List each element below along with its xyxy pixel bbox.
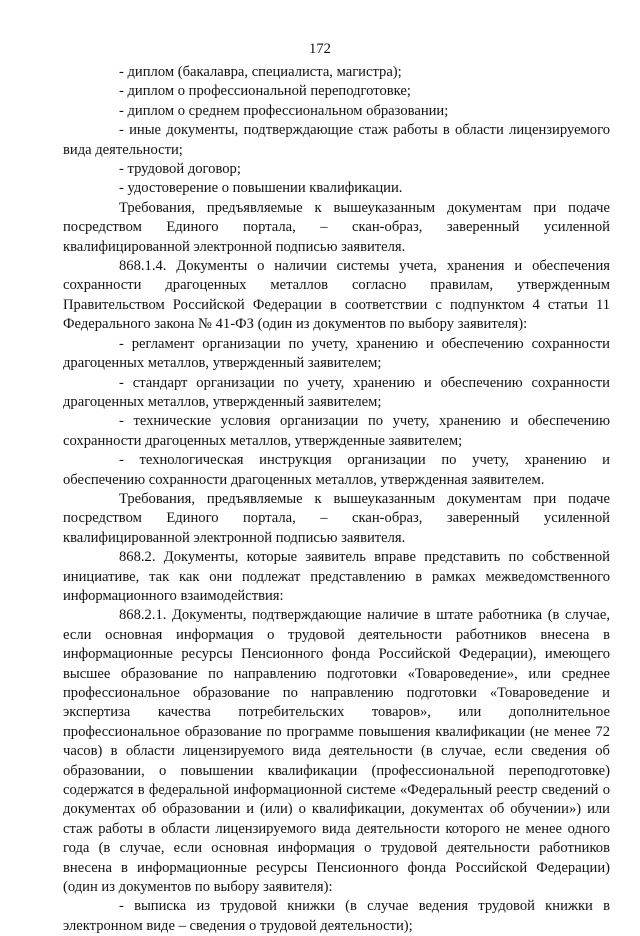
paragraph: Требования, предъявляемые к вышеуказанным документам при подаче посредством Единого портала, – скан-образ, заверенный усиленной квалифицированной электронной подписью заявителя. <box>63 490 610 546</box>
list-item: - иные документы, подтверждающие стаж работы в области лицензируемого вида деятельности; <box>63 122 610 158</box>
list-item: - диплом (бакалавра, специалиста, магистра); <box>119 64 402 80</box>
list-item: - технические условия организации по учету, хранению и обеспечению сохранности драгоценных металлов, утвержденные заявителем; <box>63 413 610 449</box>
list-item: - технологическая инструкция организации по учету, хранению и обеспечению сохранности драгоценных металлов, утвержденная заявителем. <box>63 452 610 488</box>
list-item: - диплом о профессиональной переподготовке; <box>119 83 411 100</box>
section-paragraph: 868.1.4. Документы о наличии системы учета, хранения и обеспечения сохранности драгоценных металлов согласно правилам, утвержденным Правительством Российской Федерации в соответствии с подпунктом 4 статьи 11 Федерального закона № 41-ФЗ (один из документов по выбору заявителя): <box>63 258 610 333</box>
paragraph: Требования, предъявляемые к вышеуказанным документам при подаче посредством Единого портала, – скан-образ, заверенный усиленной квалифицированной электронной подписью заявителя. <box>63 199 610 255</box>
list-item: - диплом о среднем профессиональном образовании; <box>119 102 449 119</box>
section-paragraph: 868.2.1. Документы, подтверждающие наличие в штате работника (в случае, если основная информация о трудовой деятельности работников внесена в информационные ресурсы Пенсионного фонда Российской Федерации), имеющего высшее образование по направлению подготовки «Товароведение», или среднее профессиональное образование по направлению подготовки «Товароведение и экспертиза качества потребительских товаров», или дополнительное профессиональное образование по программе повышения квалификации (не менее 72 часов) в области лицензируемого вида деятельности (в случае, если сведения об образовании, о повышении квалификации (профессиональной переподготовке) содержатся в федеральной информационной системе «Федеральный реестр сведений о документах об образовании и (или) о квалификации, документах об обучении») или стаж работы в области лицензируемого вида деятельности которого не менее одного года (в случае, если основная информация о трудовой деятельности работников внесена в информационные ресурсы Пенсионного фонда Российской Федерации) (один из документов по выбору заявителя): <box>63 607 610 896</box>
list-item: - удостоверение о повышении квалификации. <box>119 180 403 197</box>
list-item: - регламент организации по учету, хранению и обеспечению сохранности драгоценных металлов, утвержденный заявителем; <box>63 335 610 372</box>
list-item: - выписка из трудовой книжки (в случае ведения трудовой книжки в электронном виде – сведения о трудовой деятельности); <box>63 898 610 934</box>
list-item: - трудовой договор; <box>119 161 241 178</box>
page-number: 172 <box>309 41 331 57</box>
list-item: - стандарт организации по учету, хранению и обеспечению сохранности драгоценных металлов, утвержденный заявителем; <box>63 374 610 410</box>
section-paragraph: 868.2. Документы, которые заявитель вправе представить по собственной инициативе, так как они подлежат представлению в рамках межведомственного информационного взаимодействия: <box>63 549 610 604</box>
document-body <box>63 63 610 936</box>
